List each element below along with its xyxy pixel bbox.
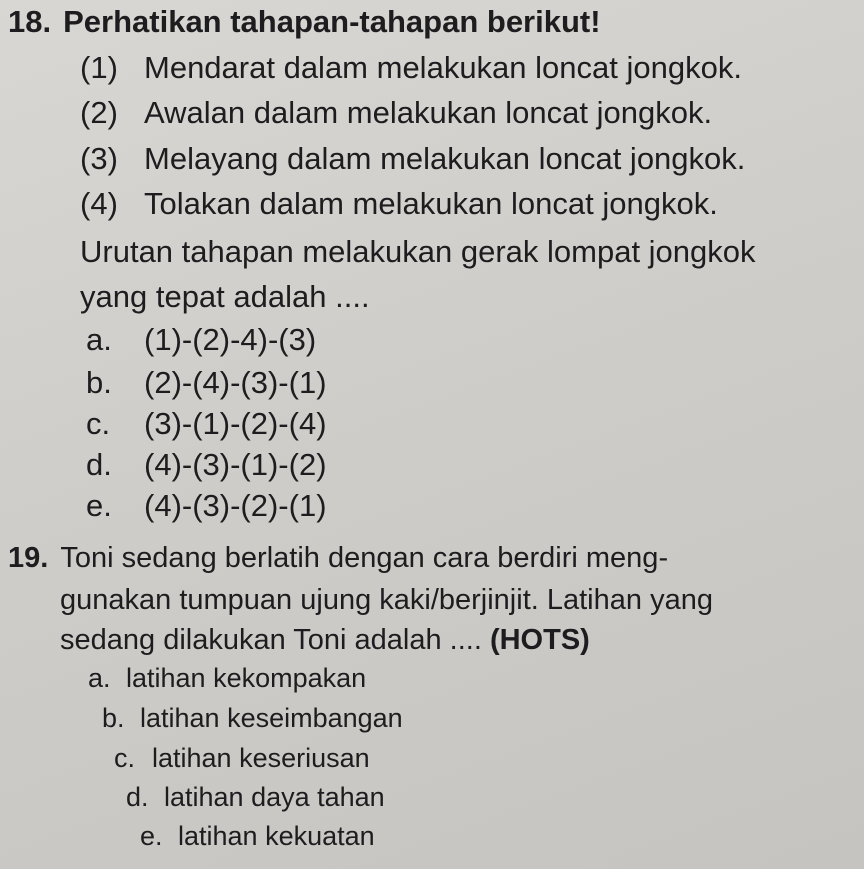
q18-option-c — [86, 406, 327, 442]
option-text: (2)-(4)-(3)-(1) — [144, 365, 327, 400]
q18-step-3 — [80, 141, 745, 177]
option-text: latihan kekuatan — [178, 821, 375, 851]
option-text: latihan daya tahan — [164, 782, 385, 812]
q18-option-b — [86, 365, 327, 401]
q18-step-1 — [80, 50, 742, 86]
q19-option-e — [140, 818, 375, 854]
q18-option-d — [86, 447, 327, 483]
q18-number: 18. — [8, 4, 52, 39]
step-number: (1) — [80, 50, 118, 85]
q19-option-c — [114, 740, 370, 776]
option-letter: e. — [86, 488, 112, 523]
step-text: Mendarat dalam melakukan loncat jongkok. — [144, 50, 742, 85]
option-text: latihan keseimbangan — [140, 703, 403, 733]
q18-header — [8, 4, 601, 40]
option-text: (4)-(3)-(1)-(2) — [144, 447, 327, 482]
step-text: Tolakan dalam melakukan loncat jongkok. — [144, 186, 718, 221]
q19-line-2: gunakan tumpuan ujung kaki/berjinjit. Latihan yang — [60, 584, 713, 616]
q18-option-e — [86, 488, 327, 524]
q19-number: 19. — [8, 542, 49, 574]
step-text: Awalan dalam melakukan loncat jongkok. — [144, 95, 713, 130]
hots-tag: (HOTS) — [489, 624, 590, 656]
option-letter: d. — [126, 782, 149, 812]
q19-option-b — [102, 700, 403, 736]
option-letter: b. — [102, 703, 125, 733]
q19-line-1 — [8, 540, 668, 576]
q18-question-line-1: Urutan tahapan melakukan gerak lompat jongkok — [80, 234, 756, 269]
q19-text-1: Toni sedang berlatih dengan cara berdiri meng- — [60, 542, 669, 574]
option-text: latihan kekompakan — [126, 663, 367, 693]
q19-line-3 — [60, 622, 590, 658]
step-number: (2) — [80, 95, 118, 130]
option-text: (4)-(3)-(2)-(1) — [144, 488, 327, 523]
option-letter: c. — [86, 406, 111, 441]
option-letter: c. — [114, 743, 136, 773]
step-number: (3) — [80, 141, 118, 176]
option-text: (3)-(1)-(2)-(4) — [144, 406, 327, 441]
option-letter: e. — [140, 821, 163, 851]
option-letter: d. — [86, 447, 112, 482]
q19-option-a — [88, 660, 366, 696]
option-text: latihan keseriusan — [152, 743, 370, 773]
step-number: (4) — [80, 186, 118, 221]
option-letter: a. — [86, 322, 112, 357]
step-text: Melayang dalam melakukan loncat jongkok. — [144, 141, 746, 176]
q18-heading: Perhatikan tahapan-tahapan berikut! — [63, 4, 601, 39]
option-letter: a. — [88, 663, 111, 693]
q19-option-d — [126, 779, 385, 815]
option-letter: b. — [86, 365, 112, 400]
option-text: (1)-(2)-4)-(3) — [144, 322, 317, 357]
q18-question-line-2: yang tepat adalah .... — [80, 279, 370, 314]
q18-step-4 — [80, 186, 718, 222]
q19-text-3: sedang dilakukan Toni adalah .... — [60, 624, 482, 656]
q18-step-2 — [80, 95, 712, 131]
q18-option-a — [86, 322, 316, 358]
